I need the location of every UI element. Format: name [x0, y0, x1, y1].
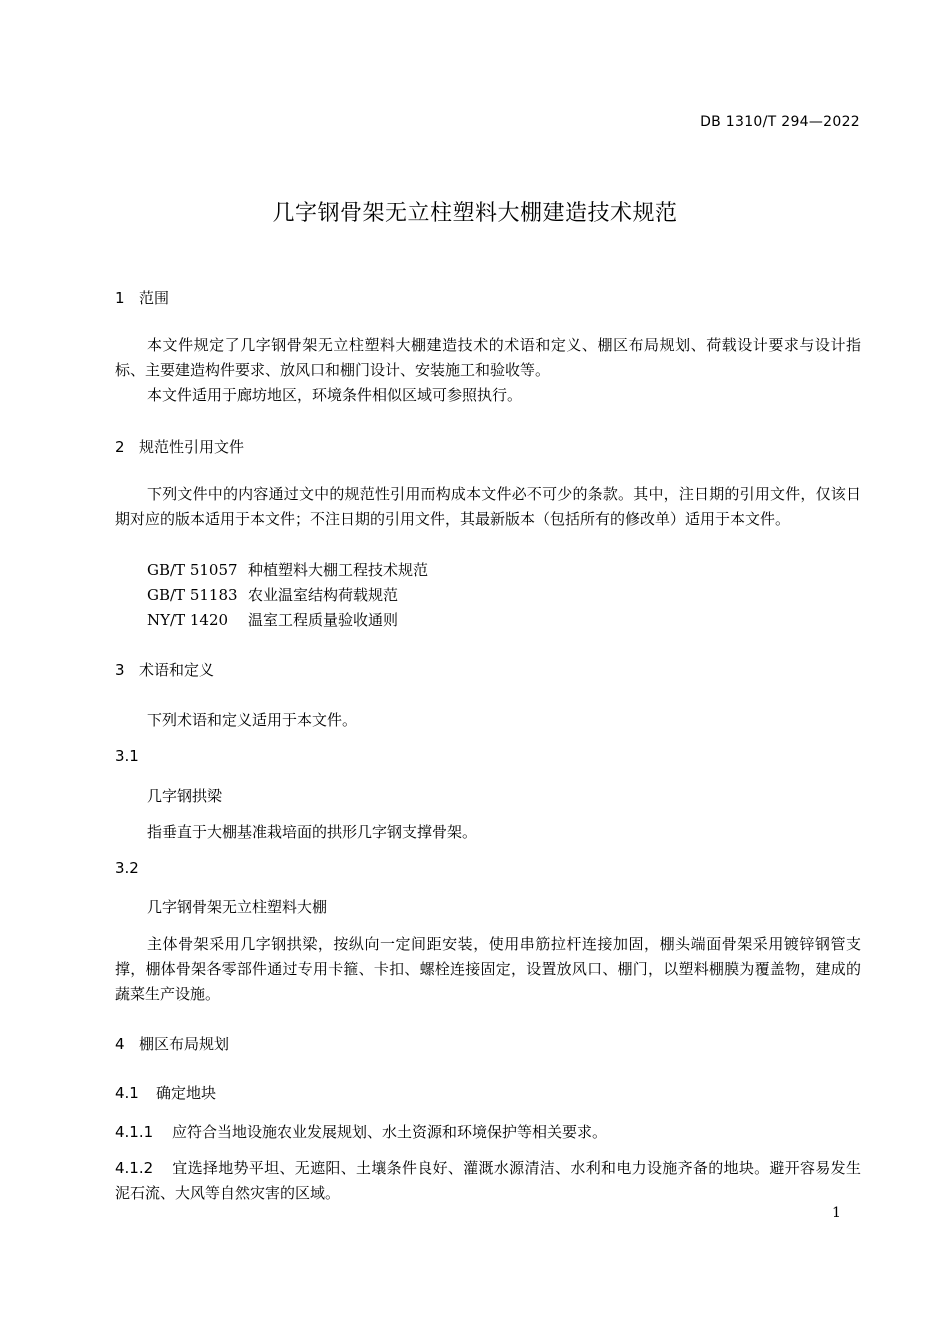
- clause-4-1-1-text: 应符合当地设施农业发展规划、水土资源和环境保护等相关要求。: [172, 1123, 608, 1141]
- section-2-heading: [115, 436, 244, 457]
- section-1-paragraph-1: 本文件规定了几字钢骨架无立柱塑料大棚建造技术的术语和定义、棚区布局规划、荷载设计要求与设计指标、主要建造构件要求、放风口和棚门设计、安装施工和验收等。: [115, 336, 861, 379]
- clause-4-1-2-number: 4.1.2: [115, 1159, 154, 1177]
- clause-4-1-2-text: 宜选择地势平坦、无遮阳、土壤条件良好、灌溉水源清洁、水利和电力设施齐备的地块。避开容易发生泥石流、大风等自然灾害的区域。: [115, 1159, 861, 1202]
- reference-code: GB/T 51057: [147, 561, 238, 579]
- section-1-paragraph-2: 本文件适用于廊坊地区，环境条件相似区域可参照执行。: [147, 386, 523, 404]
- term-3-2-definition: 主体骨架采用几字钢拱梁，按纵向一定间距安装，使用串筋拉杆连接加固，棚头端面骨架采用镀锌钢管支撑，棚体骨架各零部件通过专用卡箍、卡扣、螺栓连接固定，设置放风口、棚门，以塑料棚膜为覆盖物，建成的蔬菜生产设施。: [115, 935, 861, 1003]
- term-3-2-number: 3.2: [115, 859, 139, 877]
- section-3-heading: [115, 659, 214, 680]
- reference-item: [147, 584, 398, 605]
- section-2-paragraph-1: 下列文件中的内容通过文中的规范性引用而构成本文件必不可少的条款。其中，注日期的引用文件，仅该日期对应的版本适用于本文件；不注日期的引用文件，其最新版本（包括所有的修改单）适用于本文件。: [115, 485, 861, 528]
- page-number: 1: [832, 1205, 841, 1221]
- document-code: DB 1310/T 294—2022: [700, 114, 860, 130]
- reference-name: 温室工程质量验收通则: [248, 611, 399, 629]
- reference-item: [147, 559, 428, 580]
- section-3-title: 术语和定义: [139, 661, 215, 679]
- term-3-1-number: 3.1: [115, 747, 139, 765]
- reference-code: NY/T 1420: [147, 611, 229, 629]
- section-4-number: 4: [115, 1035, 125, 1053]
- clause-4-1-1-number: 4.1.1: [115, 1123, 154, 1141]
- reference-name: 农业温室结构荷载规范: [248, 586, 399, 604]
- clause-4-1-2: [115, 1156, 861, 1206]
- section-2-number: 2: [115, 438, 125, 456]
- reference-item: [147, 609, 398, 630]
- section-2-title: 规范性引用文件: [139, 438, 245, 456]
- subsection-4-1-number: 4.1: [115, 1084, 139, 1102]
- subsection-4-1-heading: [115, 1082, 216, 1103]
- section-4-heading: [115, 1033, 229, 1054]
- section-4-title: 棚区布局规划: [139, 1035, 230, 1053]
- term-3-1-name: 几字钢拱梁: [147, 787, 223, 805]
- reference-code: GB/T 51183: [147, 586, 238, 604]
- term-3-2-name: 几字钢骨架无立柱塑料大棚: [147, 898, 328, 916]
- section-1-title: 范围: [139, 289, 170, 307]
- section-3-intro: 下列术语和定义适用于本文件。: [147, 711, 358, 729]
- clause-4-1-1: [115, 1121, 607, 1142]
- section-1-heading: [115, 287, 169, 308]
- section-1-number: 1: [115, 289, 125, 307]
- document-title: 几字钢骨架无立柱塑料大棚建造技术规范: [272, 201, 678, 226]
- subsection-4-1-title: 确定地块: [156, 1084, 217, 1102]
- reference-name: 种植塑料大棚工程技术规范: [248, 561, 429, 579]
- term-3-1-definition: 指垂直于大棚基准栽培面的拱形几字钢支撑骨架。: [147, 823, 478, 841]
- section-3-number: 3: [115, 661, 125, 679]
